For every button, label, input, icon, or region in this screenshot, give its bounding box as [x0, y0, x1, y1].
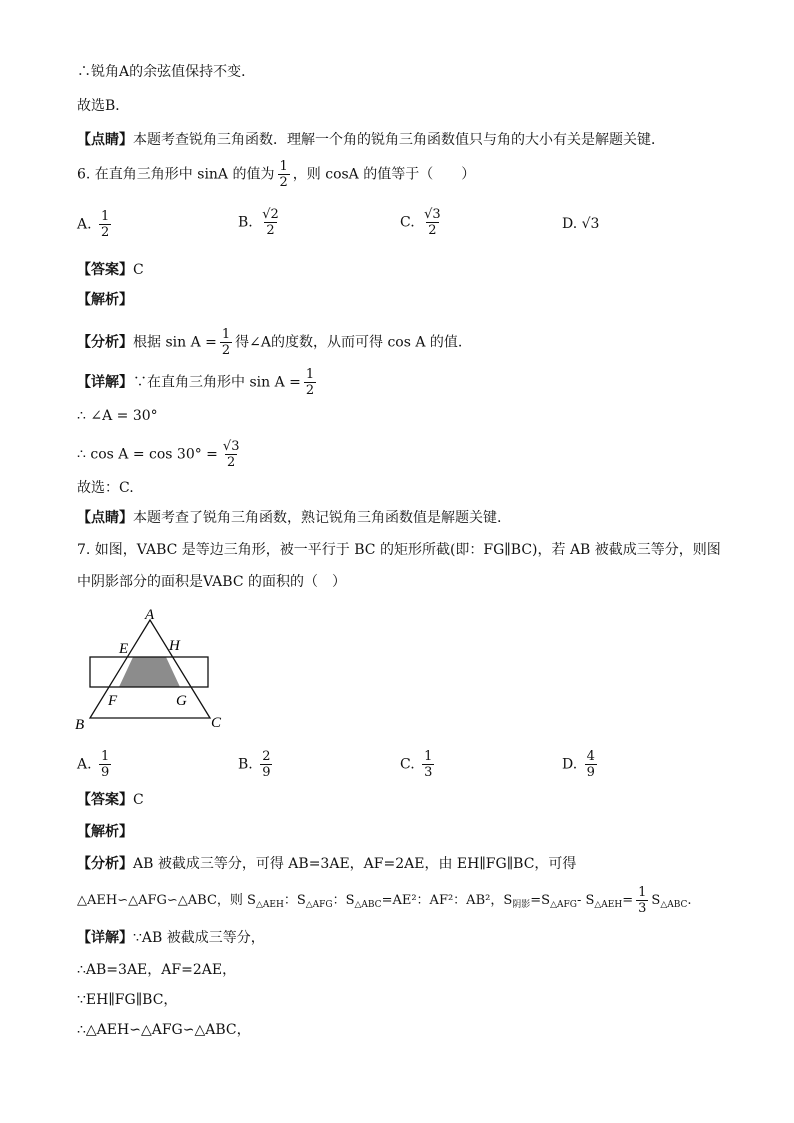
- q6-option-b: [238, 208, 284, 237]
- fraction-num: 1: [305, 367, 315, 382]
- option-label: D.: [562, 216, 578, 232]
- fenxi-seg: ：S: [283, 893, 306, 908]
- label-b: B: [75, 717, 85, 733]
- q6-answer: [77, 260, 144, 280]
- q7-option-a: [77, 750, 114, 779]
- question-6: [77, 160, 475, 189]
- answer-value: C: [133, 792, 144, 808]
- fraction-den: 3: [638, 901, 647, 916]
- dianjing-tag: 【点睛】: [77, 510, 133, 526]
- q6-given-fraction: [278, 160, 290, 189]
- fenxi-seg: =: [622, 893, 634, 908]
- fraction-num: 4: [586, 749, 595, 764]
- fraction-num: 1: [638, 885, 647, 900]
- q6-jiexi: 【解析】: [77, 292, 133, 308]
- fenxi-seg: =AE²：AF²：AB²，S: [381, 893, 513, 908]
- fenxi-seg: .: [687, 893, 692, 908]
- fraction-den: 2: [227, 455, 236, 470]
- fraction-den: 2: [305, 383, 315, 398]
- subscript: △ABC: [660, 900, 688, 910]
- fraction-num: √3: [424, 207, 441, 222]
- label-a: A: [145, 607, 155, 623]
- xiangjie-tag: 【详解】: [77, 930, 133, 946]
- answer-tag: 【答案】: [77, 792, 133, 808]
- triangle-figure: [70, 605, 240, 735]
- q7-xiangjie-2: ∴AB=3AE，AF=2AE，: [77, 962, 237, 978]
- fraction-den: 2: [221, 343, 231, 358]
- fraction-num: 1: [279, 159, 288, 174]
- q7-fenxi-2: [77, 886, 692, 915]
- q7-xiangjie-3: ∵EH∥FG∥BC，: [77, 992, 178, 1008]
- fraction-num: 1: [101, 209, 110, 224]
- q7-jiexi: 【解析】: [77, 824, 133, 840]
- fraction-den: 9: [586, 765, 595, 780]
- fraction-den: 2: [101, 225, 110, 240]
- fenxi-seg: - S: [576, 893, 595, 908]
- answer-value: C: [133, 262, 144, 278]
- shaded-trapezoid: [119, 657, 180, 687]
- option-label: B.: [238, 756, 253, 773]
- fenxi-tag: 【分析】: [77, 334, 133, 351]
- q6-stem-pre: 6. 在直角三角形中 sinA 的值为: [77, 166, 275, 183]
- q7-answer: [77, 790, 144, 810]
- fenxi-tag: 【分析】: [77, 856, 133, 872]
- fenxi-seg: ：S: [332, 893, 355, 908]
- answer-tag: 【答案】: [77, 262, 133, 278]
- text-line-3: [77, 130, 665, 150]
- fraction-num: √3: [222, 439, 240, 454]
- dianjing-tag: 【点睛】: [77, 132, 133, 148]
- fraction-num: 1: [424, 749, 433, 764]
- option-label: D.: [562, 756, 578, 773]
- text-line-2: 故选B．: [77, 98, 130, 114]
- q7-fenxi-1: [77, 854, 576, 874]
- option-value: √3: [581, 216, 600, 232]
- q6-step-cos: [77, 440, 244, 469]
- fenxi-text: AB 被截成三等分，可得 AB=3AE，AF=2AE，由 EH∥FG∥BC，可得: [133, 856, 577, 872]
- option-label: A.: [77, 216, 92, 233]
- xiangjie-text: ∵AB 被截成三等分，: [133, 930, 265, 946]
- subscript: △ABC: [354, 900, 382, 910]
- q7-option-b: [238, 750, 275, 779]
- label-e: E: [119, 641, 129, 657]
- option-label: A.: [77, 756, 92, 773]
- fraction-den: 3: [424, 765, 433, 780]
- fraction-num: 1: [221, 327, 231, 342]
- label-f: F: [108, 693, 118, 709]
- fraction-den: 9: [262, 765, 271, 780]
- option-label: C.: [400, 214, 415, 231]
- q7-xiangjie-1: [77, 928, 265, 948]
- fenxi-seg: △AEH∽△AFG∽△ABC，则 S: [77, 893, 256, 908]
- fraction-den: 2: [428, 223, 437, 238]
- option-label: C.: [400, 756, 415, 773]
- q7-xiangjie-4: ∴△AEH∽△AFG∽△ABC，: [77, 1022, 251, 1038]
- dianjing-text: 本题考查了锐角三角函数，熟记锐角三角函数值是解题关键.: [133, 510, 502, 526]
- q6-option-a: [77, 210, 114, 239]
- label-g: G: [176, 693, 187, 709]
- xiangjie-text: ∵在直角三角形中 sin A =: [133, 374, 301, 391]
- fenxi-text-b: 得∠A的度数，从而可得 cos A 的值.: [235, 334, 463, 351]
- q6-xiangjie: [77, 368, 319, 397]
- fenxi-seg: =S: [530, 893, 551, 908]
- subscript: 阴影: [512, 900, 531, 910]
- q7-stem-line-1: 7. 如图，VABC 是等边三角形，被一平行于 BC 的矩形所截(即：FG∥BC)，若 AB 被截成三等分，则图: [77, 542, 721, 558]
- subscript: △AEH: [594, 900, 623, 910]
- q6-option-c: [400, 208, 446, 237]
- dianjing-text: 本题考查锐角三角函数．理解一个角的锐角三角函数值只与角的大小有关是解题关键．: [133, 132, 665, 148]
- subscript: △AEH: [255, 900, 284, 910]
- q7-option-c: [400, 750, 437, 779]
- xiangjie-tag: 【详解】: [77, 374, 133, 391]
- fraction-den: 9: [101, 765, 110, 780]
- fraction-num: 1: [101, 749, 110, 764]
- subscript: △AFG: [550, 900, 577, 910]
- label-h: H: [169, 638, 180, 654]
- label-c: C: [211, 715, 222, 731]
- q6-choose: 故选：C.: [77, 480, 134, 496]
- q6-dianjing: [77, 508, 501, 528]
- q7-option-d: [562, 750, 600, 779]
- q6-option-d: [562, 214, 599, 234]
- step-text: ∴ cos A = cos 30° =: [77, 446, 218, 463]
- fraction-den: 2: [279, 175, 288, 190]
- option-label: B.: [238, 214, 253, 231]
- q6-stem-post: ，则 cosA 的值等于（ ）: [292, 166, 476, 183]
- q6-fenxi: [77, 328, 462, 357]
- fraction-den: 2: [266, 223, 275, 238]
- fraction-num: √2: [262, 207, 279, 222]
- q7-stem-line-2: 中阴影部分的面积是VABC 的面积的（ ）: [77, 574, 346, 590]
- q6-step-angle: ∴ ∠A = 30°: [77, 408, 158, 424]
- fenxi-seg: S: [651, 893, 661, 908]
- fenxi-text-a: 根据 sin A =: [133, 334, 217, 351]
- subscript: △AFG: [305, 900, 333, 910]
- text-line-1: ∴锐角A的余弦值保持不变．: [77, 64, 256, 80]
- fraction-num: 2: [262, 749, 271, 764]
